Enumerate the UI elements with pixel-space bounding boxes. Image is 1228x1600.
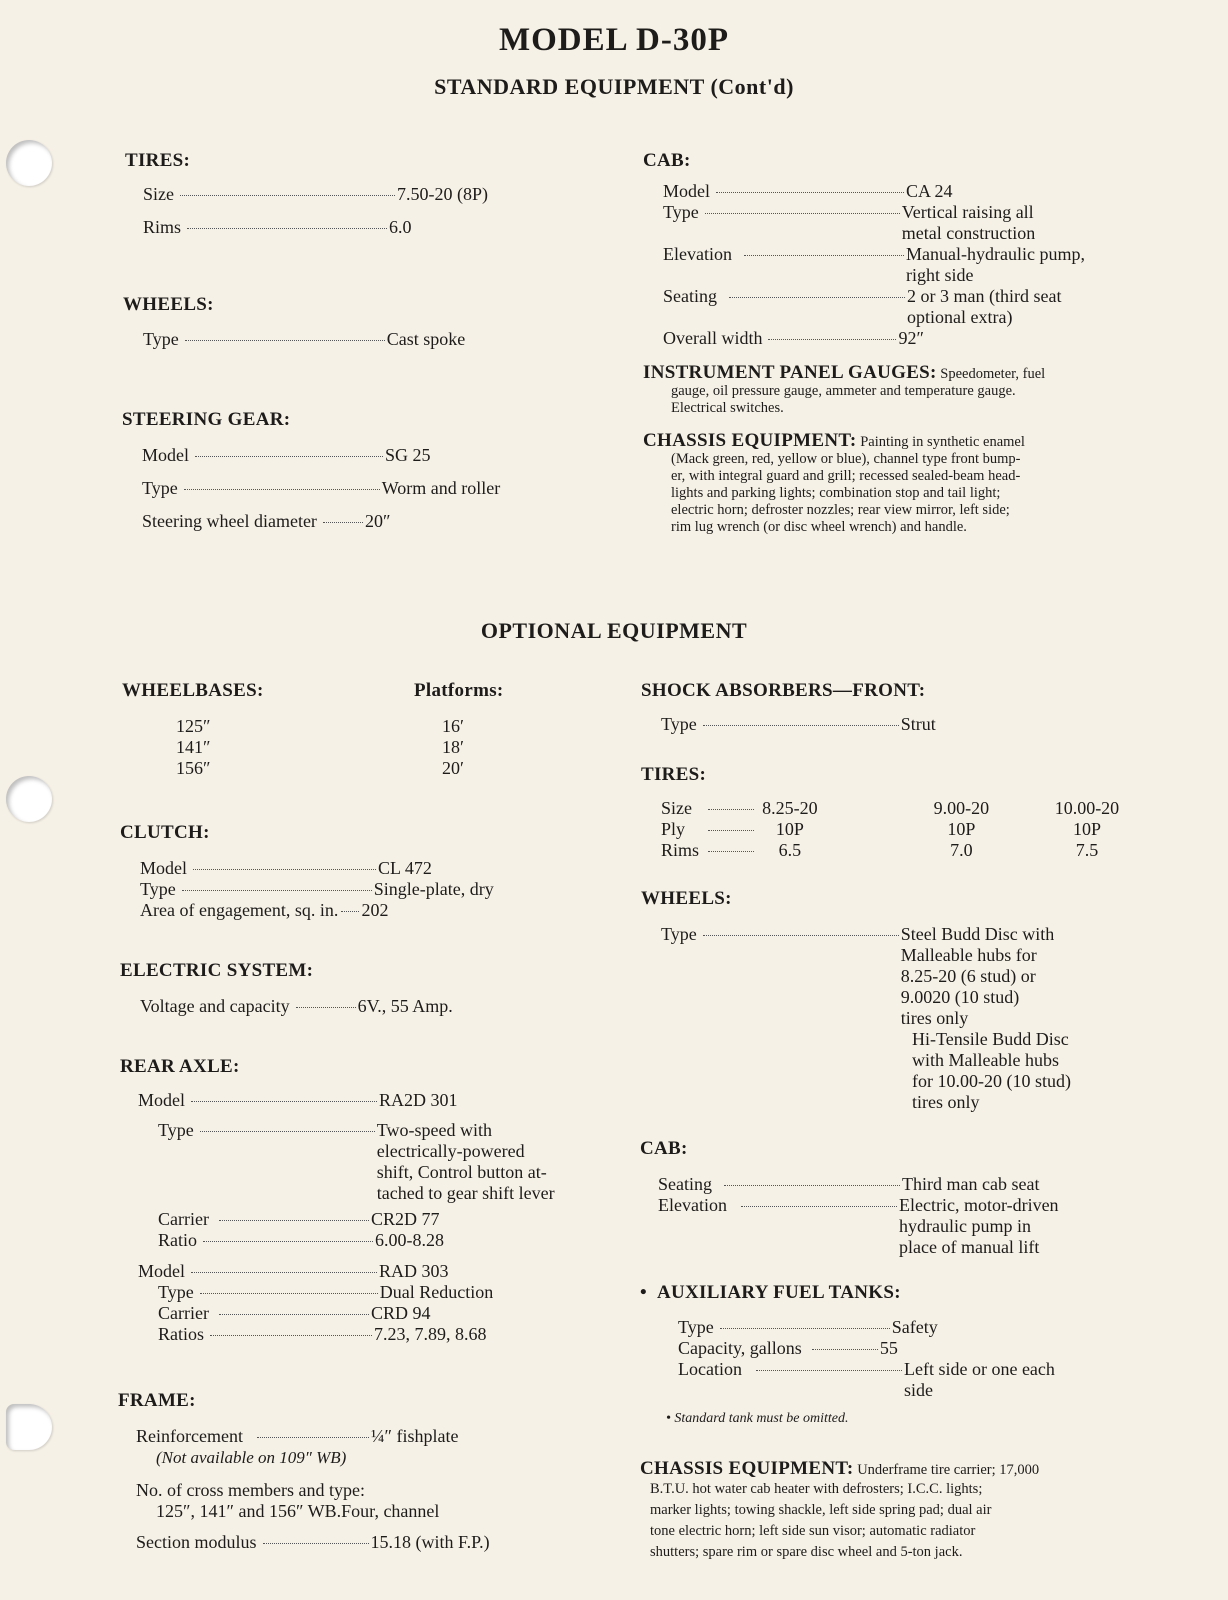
opt-wheels-section <box>641 888 1121 1113</box>
std-tires-section <box>125 150 565 238</box>
field-label: Capacity, gallons <box>678 1338 802 1358</box>
field-label: Size <box>661 798 692 818</box>
field-label: Model <box>138 1261 185 1281</box>
field-label: Carrier <box>158 1209 209 1229</box>
section-heading: CHASSIS EQUIPMENT: <box>640 1458 854 1479</box>
std-gauges-paragraph <box>643 364 1113 417</box>
binder-hole-middle <box>6 776 52 822</box>
section-heading: FRAME: <box>118 1390 196 1411</box>
tire-size: 8.25-20 <box>762 798 818 818</box>
field-value: Two-speed with electrically-powered shift, Control button at- tached to gear shift lever <box>376 1120 555 1203</box>
field-value: Dual Reduction <box>379 1282 494 1302</box>
field-label: Type <box>142 478 178 498</box>
field-label: Voltage and capacity <box>140 996 290 1016</box>
opt-cab-section <box>640 1138 1120 1258</box>
section-heading: CLUTCH: <box>120 822 210 843</box>
field-value: Steel Budd Disc with Malleable hubs for 8.25-20 (6 stud) or 9.0020 (10 stud) tires only <box>900 924 1055 1028</box>
field-value: 20″ <box>364 511 391 531</box>
field-value: Strut <box>900 714 936 734</box>
field-label: Section modulus <box>136 1532 257 1552</box>
section-heading: STEERING GEAR: <box>122 409 291 430</box>
paragraph-text: (Mack green, red, yellow or blue), channel type front bump- er, with integral guard and grill; recessed sealed-beam head- lights and parking lights; combination stop and tail light; electric horn; defroster nozzles; rear view mirror, left side; rim lug wrench (or disc wheel wrench) and handle. <box>671 451 1021 535</box>
field-value: CR2D 77 <box>370 1209 440 1229</box>
binder-hole-top <box>6 140 52 186</box>
field-value: ¼″ fishplate <box>370 1426 459 1446</box>
platform-value: 16′ <box>442 716 464 736</box>
field-label: Reinforcement <box>136 1426 243 1446</box>
opt-shocks-section <box>641 680 1121 735</box>
field-value: Single-plate, dry <box>373 879 494 899</box>
opt-wheelbases-section <box>122 680 562 779</box>
paragraph-text: Painting in synthetic enamel <box>856 434 1025 450</box>
field-value: RA2D 301 <box>379 1090 458 1110</box>
wheelbase-value: 156″ <box>176 758 211 778</box>
section-heading: REAR AXLE: <box>120 1056 240 1077</box>
field-label: Area of engagement, sq. in. <box>140 900 339 920</box>
field-label: Type <box>663 202 699 222</box>
field-label: Size <box>143 184 174 204</box>
tire-rim: 7.0 <box>950 840 973 860</box>
field-value: 7.50-20 (8P) <box>397 184 488 204</box>
field-value: Cast spoke <box>386 329 466 349</box>
field-value: 6.00-8.28 <box>375 1230 444 1250</box>
field-value: CRD 94 <box>370 1303 431 1323</box>
field-value: 2 or 3 man (third seat optional extra) <box>907 286 1062 327</box>
field-label: Type <box>143 329 179 349</box>
field-value: 202 <box>361 900 389 920</box>
field-label: Rims <box>143 217 182 237</box>
section-heading: WHEELS: <box>641 888 732 909</box>
field-value: Manual-hydraulic pump, right side <box>905 244 1085 285</box>
section-heading: CAB: <box>643 150 691 171</box>
section-heading: TIRES: <box>641 764 707 785</box>
field-label: Type <box>661 924 697 944</box>
std-chassis-paragraph <box>643 432 1113 536</box>
field-label: Type <box>661 714 697 734</box>
tire-ply: 10P <box>775 819 804 839</box>
section-heading: SHOCK ABSORBERS—FRONT: <box>641 680 926 701</box>
field-label: 125″, 141″ and 156″ WB. <box>156 1501 342 1521</box>
field-value: Left side or one each side <box>903 1359 1055 1400</box>
section-heading: WHEELBASES: <box>122 680 264 701</box>
paragraph-text: gauge, oil pressure gauge, ammeter and temperature gauge. Electrical switches. <box>671 383 1016 416</box>
std-wheels-section <box>123 294 563 350</box>
field-label: Steering wheel diameter <box>142 511 317 531</box>
field-label: Model <box>140 858 187 878</box>
field-label: Carrier <box>158 1303 209 1323</box>
field-label: Seating <box>663 286 717 306</box>
page-title: MODEL D-30P <box>498 22 730 58</box>
section-heading: ELECTRIC SYSTEM: <box>120 960 314 981</box>
field-label: Ply <box>661 819 686 839</box>
field-label: Ratios <box>158 1324 205 1344</box>
field-value: 7.23, 7.89, 8.68 <box>374 1324 487 1344</box>
opt-rear-axle-section <box>120 1056 590 1345</box>
field-value: Third man cab seat <box>902 1174 1040 1194</box>
field-value: SG 25 <box>385 445 431 465</box>
opt-electric-section <box>120 960 560 1017</box>
field-label: Location <box>678 1359 742 1379</box>
field-value: CL 472 <box>378 858 432 878</box>
paragraph-text: Speedometer, fuel <box>936 366 1046 382</box>
binder-hole-bottom <box>6 1404 52 1450</box>
section-heading: AUXILIARY FUEL TANKS: <box>656 1282 901 1303</box>
tire-rim: 6.5 <box>778 840 802 860</box>
field-value: Hi-Tensile Budd Disc with Malleable hubs for 10.00-20 (10 stud) tires only <box>912 1029 1071 1112</box>
field-label: Model <box>138 1090 185 1110</box>
field-label: No. of cross members and type: <box>136 1480 365 1500</box>
field-label: Seating <box>658 1174 712 1194</box>
opt-clutch-section <box>120 822 560 921</box>
field-label: Type <box>158 1282 194 1302</box>
reinforcement-note: (Not available on 109″ WB) <box>156 1448 347 1467</box>
opt-chassis-paragraph <box>640 1460 1112 1563</box>
field-value: 6.0 <box>389 217 412 237</box>
std-steering-section <box>122 409 582 532</box>
opt-aux-tanks-section <box>640 1282 1120 1427</box>
opt-frame-section <box>118 1390 588 1553</box>
paragraph-text: B.T.U. hot water cab heater with defrosters; I.C.C. lights; marker lights; towing shackle, left side spring pad; dual air tone electric horn; left side sun visor; automatic radiator shutters; spare rim or spare disc wheel and 5-ton jack. <box>650 1481 992 1560</box>
field-label: Ratio <box>158 1230 197 1250</box>
section-heading: CAB: <box>640 1138 688 1159</box>
field-value: 15.18 (with F.P.) <box>370 1532 490 1552</box>
paragraph-text: Underframe tire carrier; 17,000 <box>853 1462 1040 1478</box>
field-value: 6V., 55 Amp. <box>357 996 453 1016</box>
field-label: Rims <box>661 840 700 860</box>
section-heading: WHEELS: <box>123 294 214 315</box>
field-label: Elevation <box>658 1195 727 1215</box>
platform-value: 18′ <box>442 737 464 757</box>
field-value: Worm and roller <box>381 478 501 498</box>
section-heading: CHASSIS EQUIPMENT: <box>643 430 857 451</box>
bullet: • <box>640 1282 647 1303</box>
section-heading: TIRES: <box>125 150 191 171</box>
tire-rim: 7.5 <box>1075 840 1099 860</box>
wheelbase-value: 141″ <box>176 737 211 757</box>
field-value: Electric, motor-driven hydraulic pump in place of manual lift <box>898 1195 1059 1257</box>
optional-equipment-heading: OPTIONAL EQUIPMENT <box>480 618 748 643</box>
field-label: Elevation <box>663 244 732 264</box>
field-value: Safety <box>891 1317 938 1337</box>
field-label: Type <box>158 1120 194 1140</box>
tire-ply: 10P <box>1072 819 1101 839</box>
field-label: Overall width <box>663 328 763 348</box>
standard-equipment-heading: STANDARD EQUIPMENT (Cont'd) <box>434 74 794 99</box>
tire-size: 10.00-20 <box>1054 798 1120 818</box>
field-value: 92″ <box>898 328 924 348</box>
wheelbase-value: 125″ <box>176 716 211 736</box>
field-label: Model <box>142 445 189 465</box>
aux-tanks-note: • Standard tank must be omitted. <box>666 1411 849 1426</box>
std-cab-section <box>643 150 1123 349</box>
platform-value: 20′ <box>442 758 464 778</box>
field-value: Four, channel <box>341 1501 440 1521</box>
platforms-heading: Platforms: <box>414 680 504 701</box>
tire-size: 9.00-20 <box>933 798 990 818</box>
field-label: Type <box>140 879 176 899</box>
field-label: Type <box>678 1317 714 1337</box>
opt-tires-section <box>641 764 1121 861</box>
tire-ply: 10P <box>947 819 976 839</box>
field-value: CA 24 <box>906 181 953 201</box>
section-heading: INSTRUMENT PANEL GAUGES: <box>643 362 937 383</box>
field-value: Vertical raising all metal construction <box>901 202 1036 243</box>
field-value: 55 <box>879 1338 898 1358</box>
field-label: Model <box>663 181 710 201</box>
field-value: RAD 303 <box>379 1261 449 1281</box>
